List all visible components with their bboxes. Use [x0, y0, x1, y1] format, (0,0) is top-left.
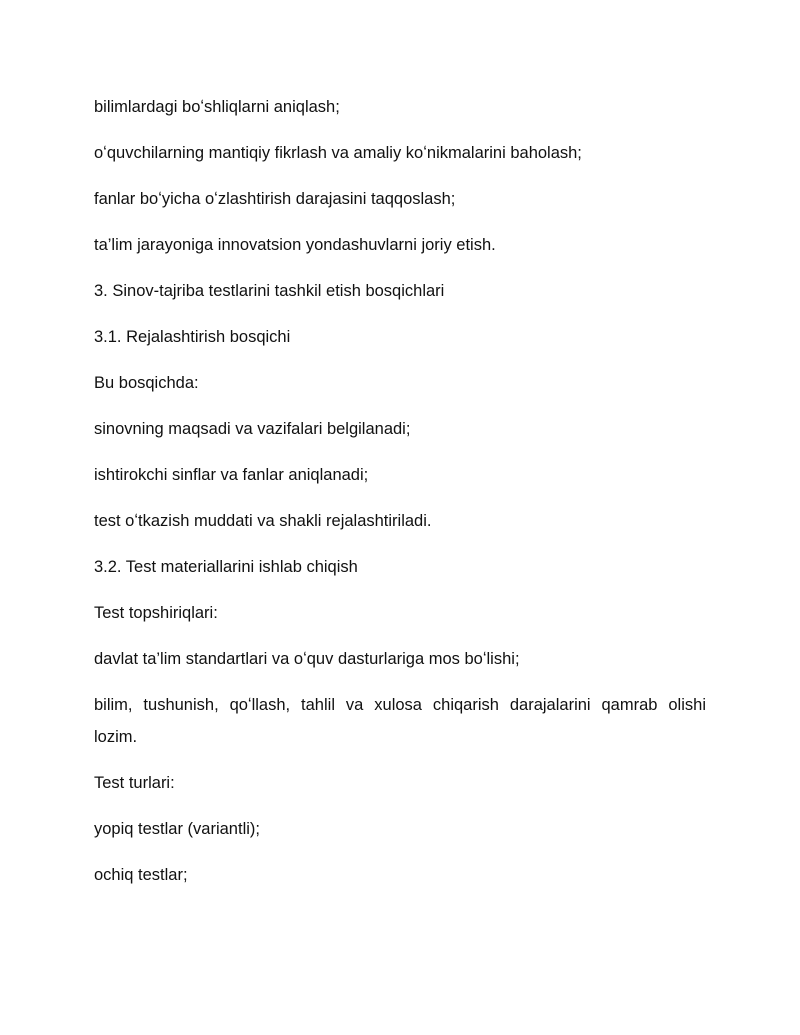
document-page — [94, 91, 706, 905]
section-heading: 3. Sinov-tajriba testlarini tashkil etish bosqichlari — [94, 282, 445, 300]
paragraph: Bu bosqichda: — [94, 374, 199, 392]
list-item: fanlar boʻyicha oʻzlashtirish darajasini taqqoslash; — [94, 190, 456, 208]
list-item: bilimlardagi boʻshliqlarni aniqlash; — [94, 98, 340, 116]
list-item: yopiq testlar (variantli); — [94, 820, 260, 838]
list-item: ochiq testlar; — [94, 866, 188, 884]
list-item: ta’lim jarayoniga innovatsion yondashuvlarni joriy etish. — [94, 236, 496, 254]
subsection-heading: 3.2. Test materiallarini ishlab chiqish — [94, 558, 358, 576]
list-item: sinovning maqsadi va vazifalari belgilanadi; — [94, 420, 411, 438]
list-item: oʻquvchilarning mantiqiy fikrlash va amaliy koʻnikmalarini baholash; — [94, 144, 582, 162]
paragraph: Test turlari: — [94, 774, 175, 792]
list-item: ishtirokchi sinflar va fanlar aniqlanadi; — [94, 466, 369, 484]
list-item: bilim, tushunish, qoʻllash, tahlil va xulosa chiqarish darajalarini qamrab olishi lozim. — [94, 696, 706, 746]
subsection-heading: 3.1. Rejalashtirish bosqichi — [94, 328, 291, 346]
list-item: davlat ta’lim standartlari va oʻquv dasturlariga mos boʻlishi; — [94, 650, 520, 668]
paragraph: Test topshiriqlari: — [94, 604, 218, 622]
list-item: test oʻtkazish muddati va shakli rejalashtiriladi. — [94, 512, 432, 530]
